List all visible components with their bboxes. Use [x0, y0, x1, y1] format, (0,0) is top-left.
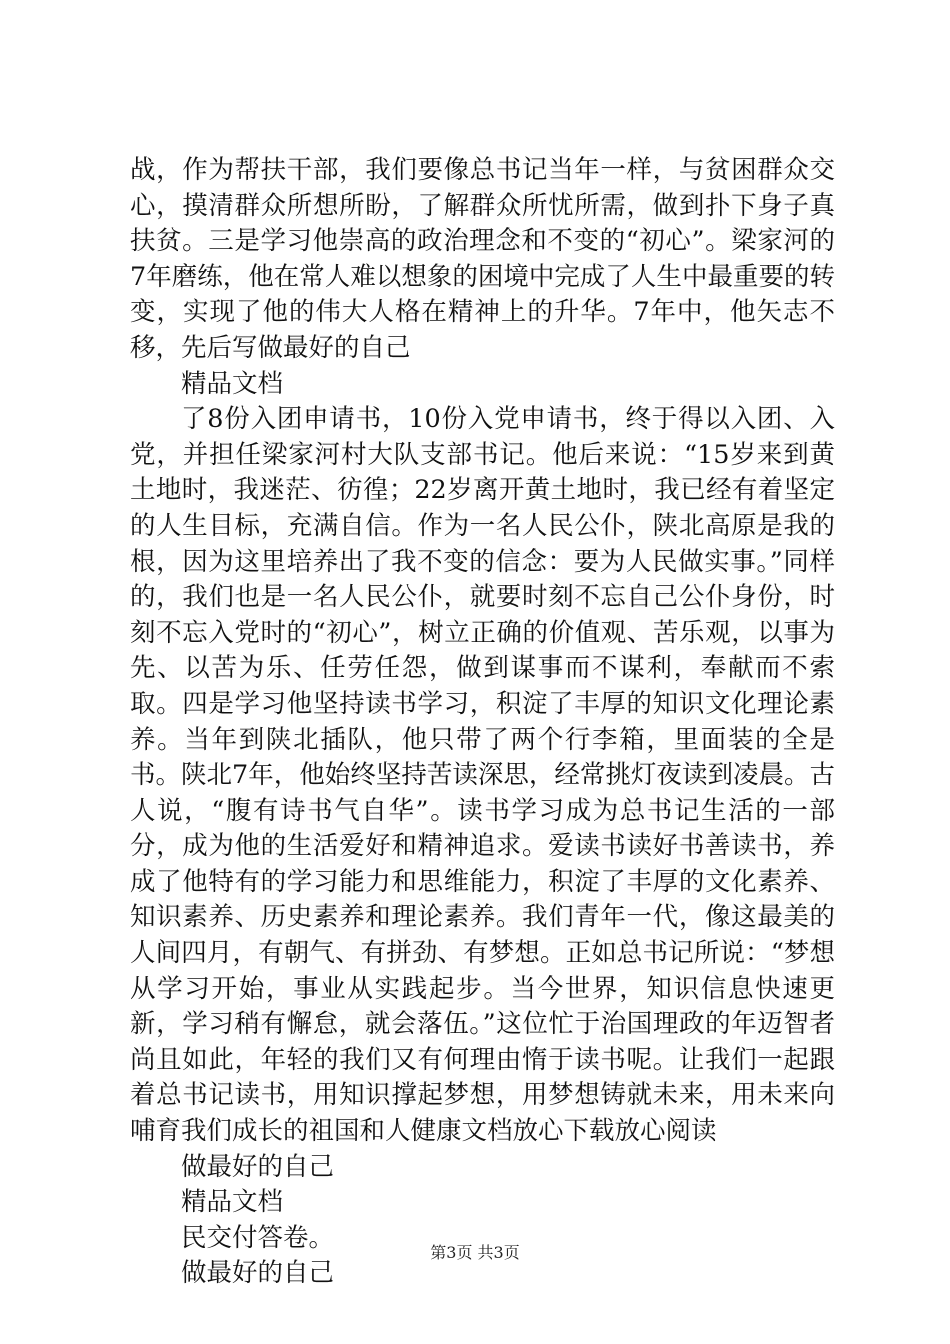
paragraph-closing: 民交付答卷。	[181, 1222, 335, 1253]
page-footer: 第3页 共3页	[430, 1243, 520, 1262]
watermark-line: 做最好的自己	[181, 1151, 335, 1182]
paragraph-continuation: 战，作为帮扶干部，我们要像总书记当年一样，与贫困群众交心，摸清群众所想所盼，了解群众所忧所需，做到扑下身子真扶贫。三是学习他崇高的政治理念和不变的“初心”。梁家河的7年磨练，他在常人难以想象的困境中完成了人生中最重要的转变，实现了他的伟大人格在精神上的升华。7年中，他矢志不移，先后写做最好的自己	[130, 155, 835, 363]
watermark-line: 精品文档	[181, 1187, 284, 1218]
document-body	[130, 153, 835, 1292]
paragraph-main: 了8份入团申请书，10份入党申请书，终于得以入团、入党，并担任梁家河村大队支部书记。他后来说：“15岁来到黄土地时，我迷茫、彷徨；22岁离开黄土地时，我已经有着坚定的人生目标，充满自信。作为一名人民公仆，陕北高原是我的根，因为这里培养出了我不变的信念：要为人民做实事。”同样的，我们也是一名人民公仆，就要时刻不忘自己公仆身份，时刻不忘入党时的“初心”，树立正确的价值观、苦乐观，以事为先、以苦为乐、任劳任怨，做到谋事而不谋利，奉献而不索取。四是学习他坚持读书学习，积淀了丰厚的知识文化理论素养。当年到陕北插队，他只带了两个行李箱，里面装的全是书。陕北7年，他始终坚持苦读深思，经常挑灯夜读到凌晨。古人说，“腹有诗书气自华”。读书学习成为总书记生活的一部分，成为他的生活爱好和精神追求。爱读书读好书善读书，养成了他特有的学习能力和思维能力，积淀了丰厚的文化素养、知识素养、历史素养和理论素养。我们青年一代，像这最美的人间四月，有朝气、有拼劲、有梦想。正如总书记所说：“梦想从学习开始，事业从实践起步。当今世界，知识信息快速更新，学习稍有懈怠，就会落伍。”这位忙于治国理政的年迈智者尚且如此，年轻的我们又有何理由惰于读书呢。让我们一起跟着总书记读书，用知识撑起梦想，用梦想铸就未来，用未来向哺育我们成长的祖国和人健康文档放心下载放心阅读	[130, 404, 835, 1147]
watermark-line: 精品文档	[181, 368, 284, 399]
watermark-line: 做最好的自己	[181, 1258, 335, 1289]
